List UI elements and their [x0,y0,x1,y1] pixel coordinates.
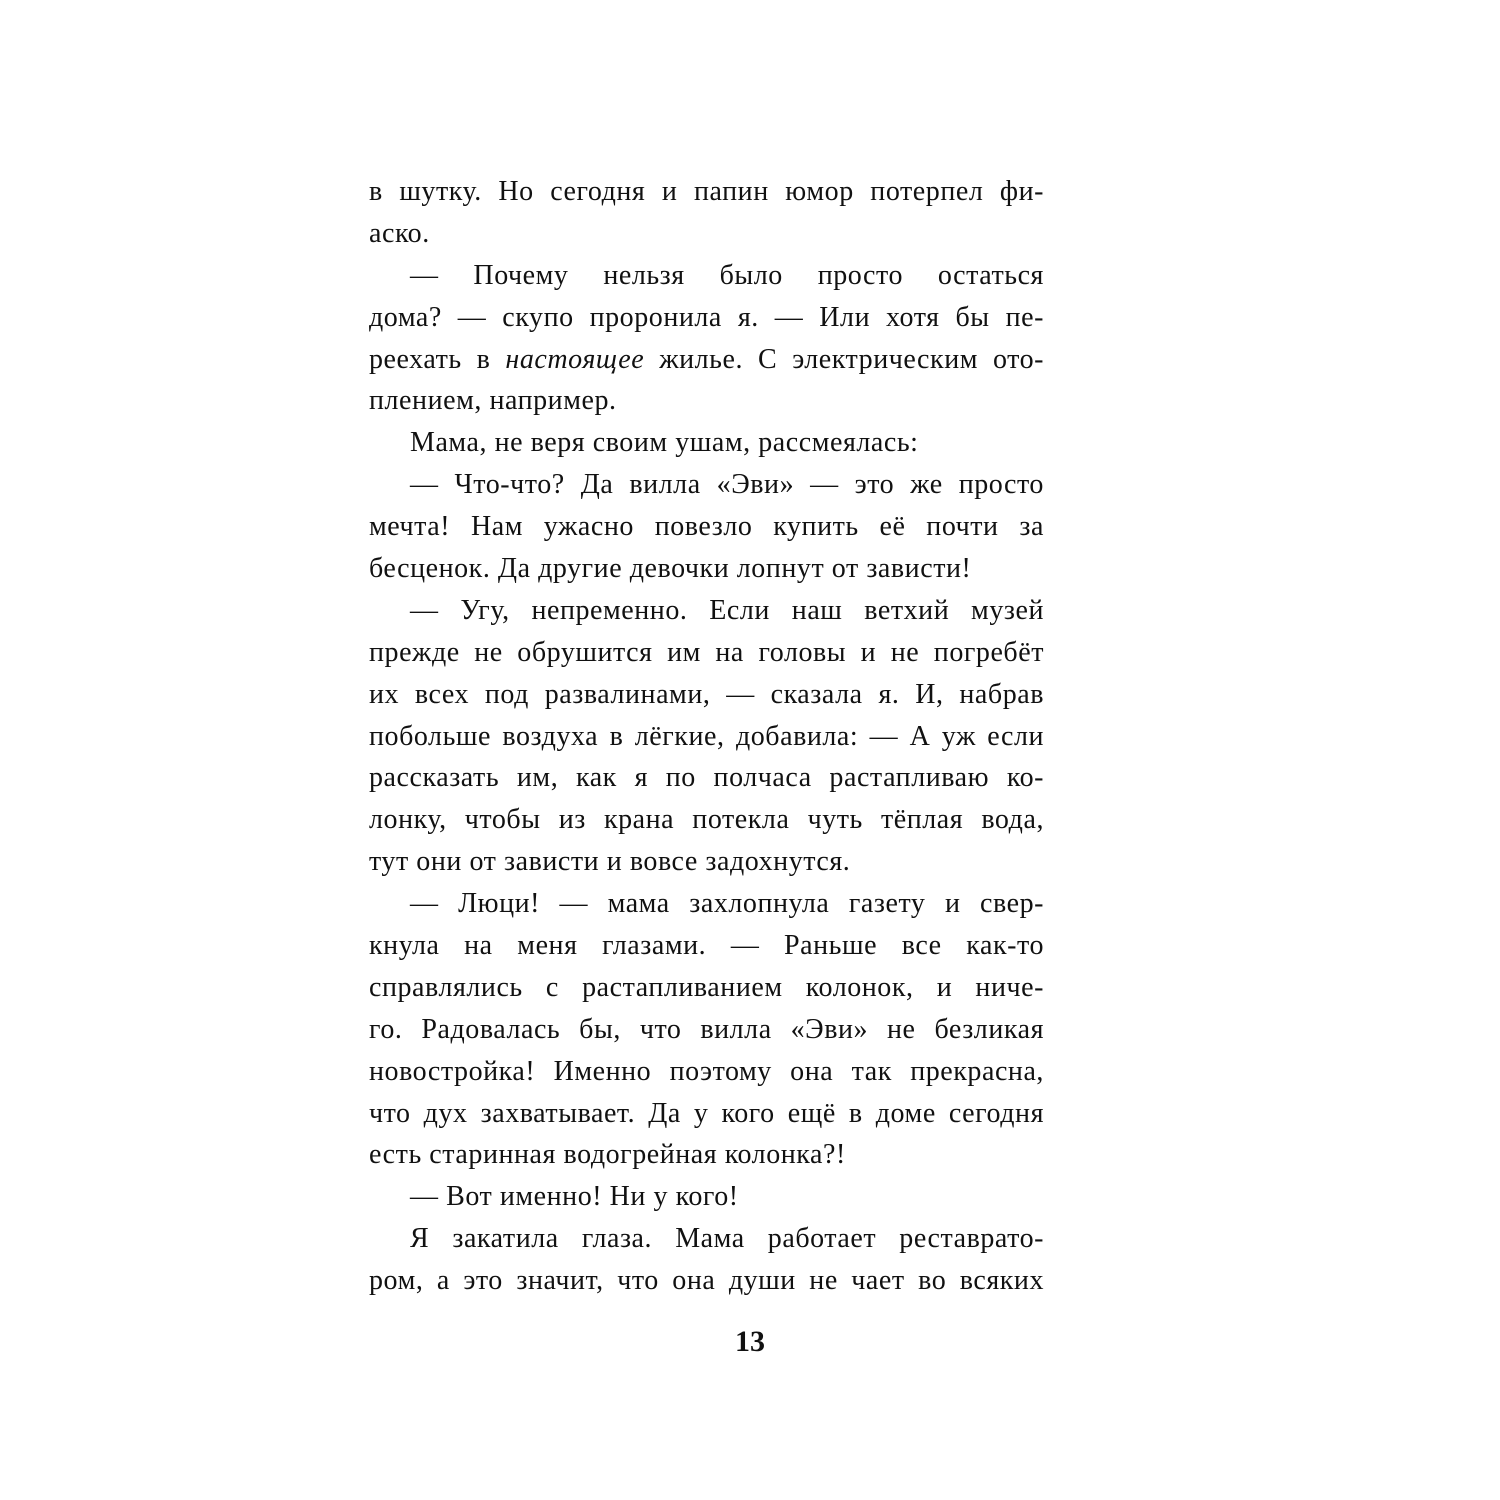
page-text [369,171,1044,1302]
text-line: — Почему нельзя было просто остаться [410,259,1044,291]
text-line: кнула на меня глазами. — Раньше все как-то [369,930,1044,962]
text-line: — Вот именно! Ни у кого! [410,1181,739,1213]
text-line: — Что-что? Да вилла «Эви» — это же просто [410,469,1044,501]
text-line: их всех под развалинами, — сказала я. И, набрав [369,678,1044,710]
text-line: рассказать им, как я по полчаса растапливаю ко- [369,762,1044,794]
text-line: есть старинная водогрейная колонка?! [369,1139,846,1171]
text-line: плением, например. [369,385,617,417]
text-line: ром, а это значит, что она души не чает во всяких [369,1265,1044,1297]
text-line: справлялись с растапливанием колонок, и ниче- [369,971,1044,1003]
text-line: что дух захватывает. Да у кого ещё в доме сегодня [369,1097,1044,1129]
text-line: лонку, чтобы из крана потекла чуть тёплая вода, [369,804,1044,836]
text-line: дома? — скупо проронила я. — Или хотя бы пе- [369,301,1044,333]
text-line: го. Радовалась бы, что вилла «Эви» не безликая [369,1013,1044,1045]
text-line: аско. [369,217,430,249]
text-line [369,339,1044,381]
text-fragment: реехать в [369,343,506,375]
text-line: — Люци! — мама захлопнула газету и свер- [410,888,1044,920]
text-fragment: жилье. С электрическим ото- [644,343,1044,375]
text-line: мечта! Нам ужасно повезло купить её почти за [369,511,1044,543]
text-line: в шутку. Но сегодня и папин юмор потерпел фи- [369,176,1044,207]
text-line: — Угу, непременно. Если наш ветхий музей [410,594,1044,626]
text-line: новостройка! Именно поэтому она так прекрасна, [369,1055,1044,1087]
text-line: побольше воздуха в лёгкие, добавила: — А уж если [369,720,1044,752]
text-line: прежде не обрушится им на головы и не погребёт [369,636,1044,668]
text-line: тут они от зависти и вовсе задохнутся. [369,846,851,878]
page-number: 13 [735,1325,765,1358]
text-line: бесценок. Да другие девочки лопнут от зависти! [369,553,972,585]
italic-word: настоящее [505,343,645,375]
text-line: Мама, не веря своим ушам, рассмеялась: [410,427,919,459]
text-line: Я закатила глаза. Мама работает реставрато- [410,1223,1044,1255]
